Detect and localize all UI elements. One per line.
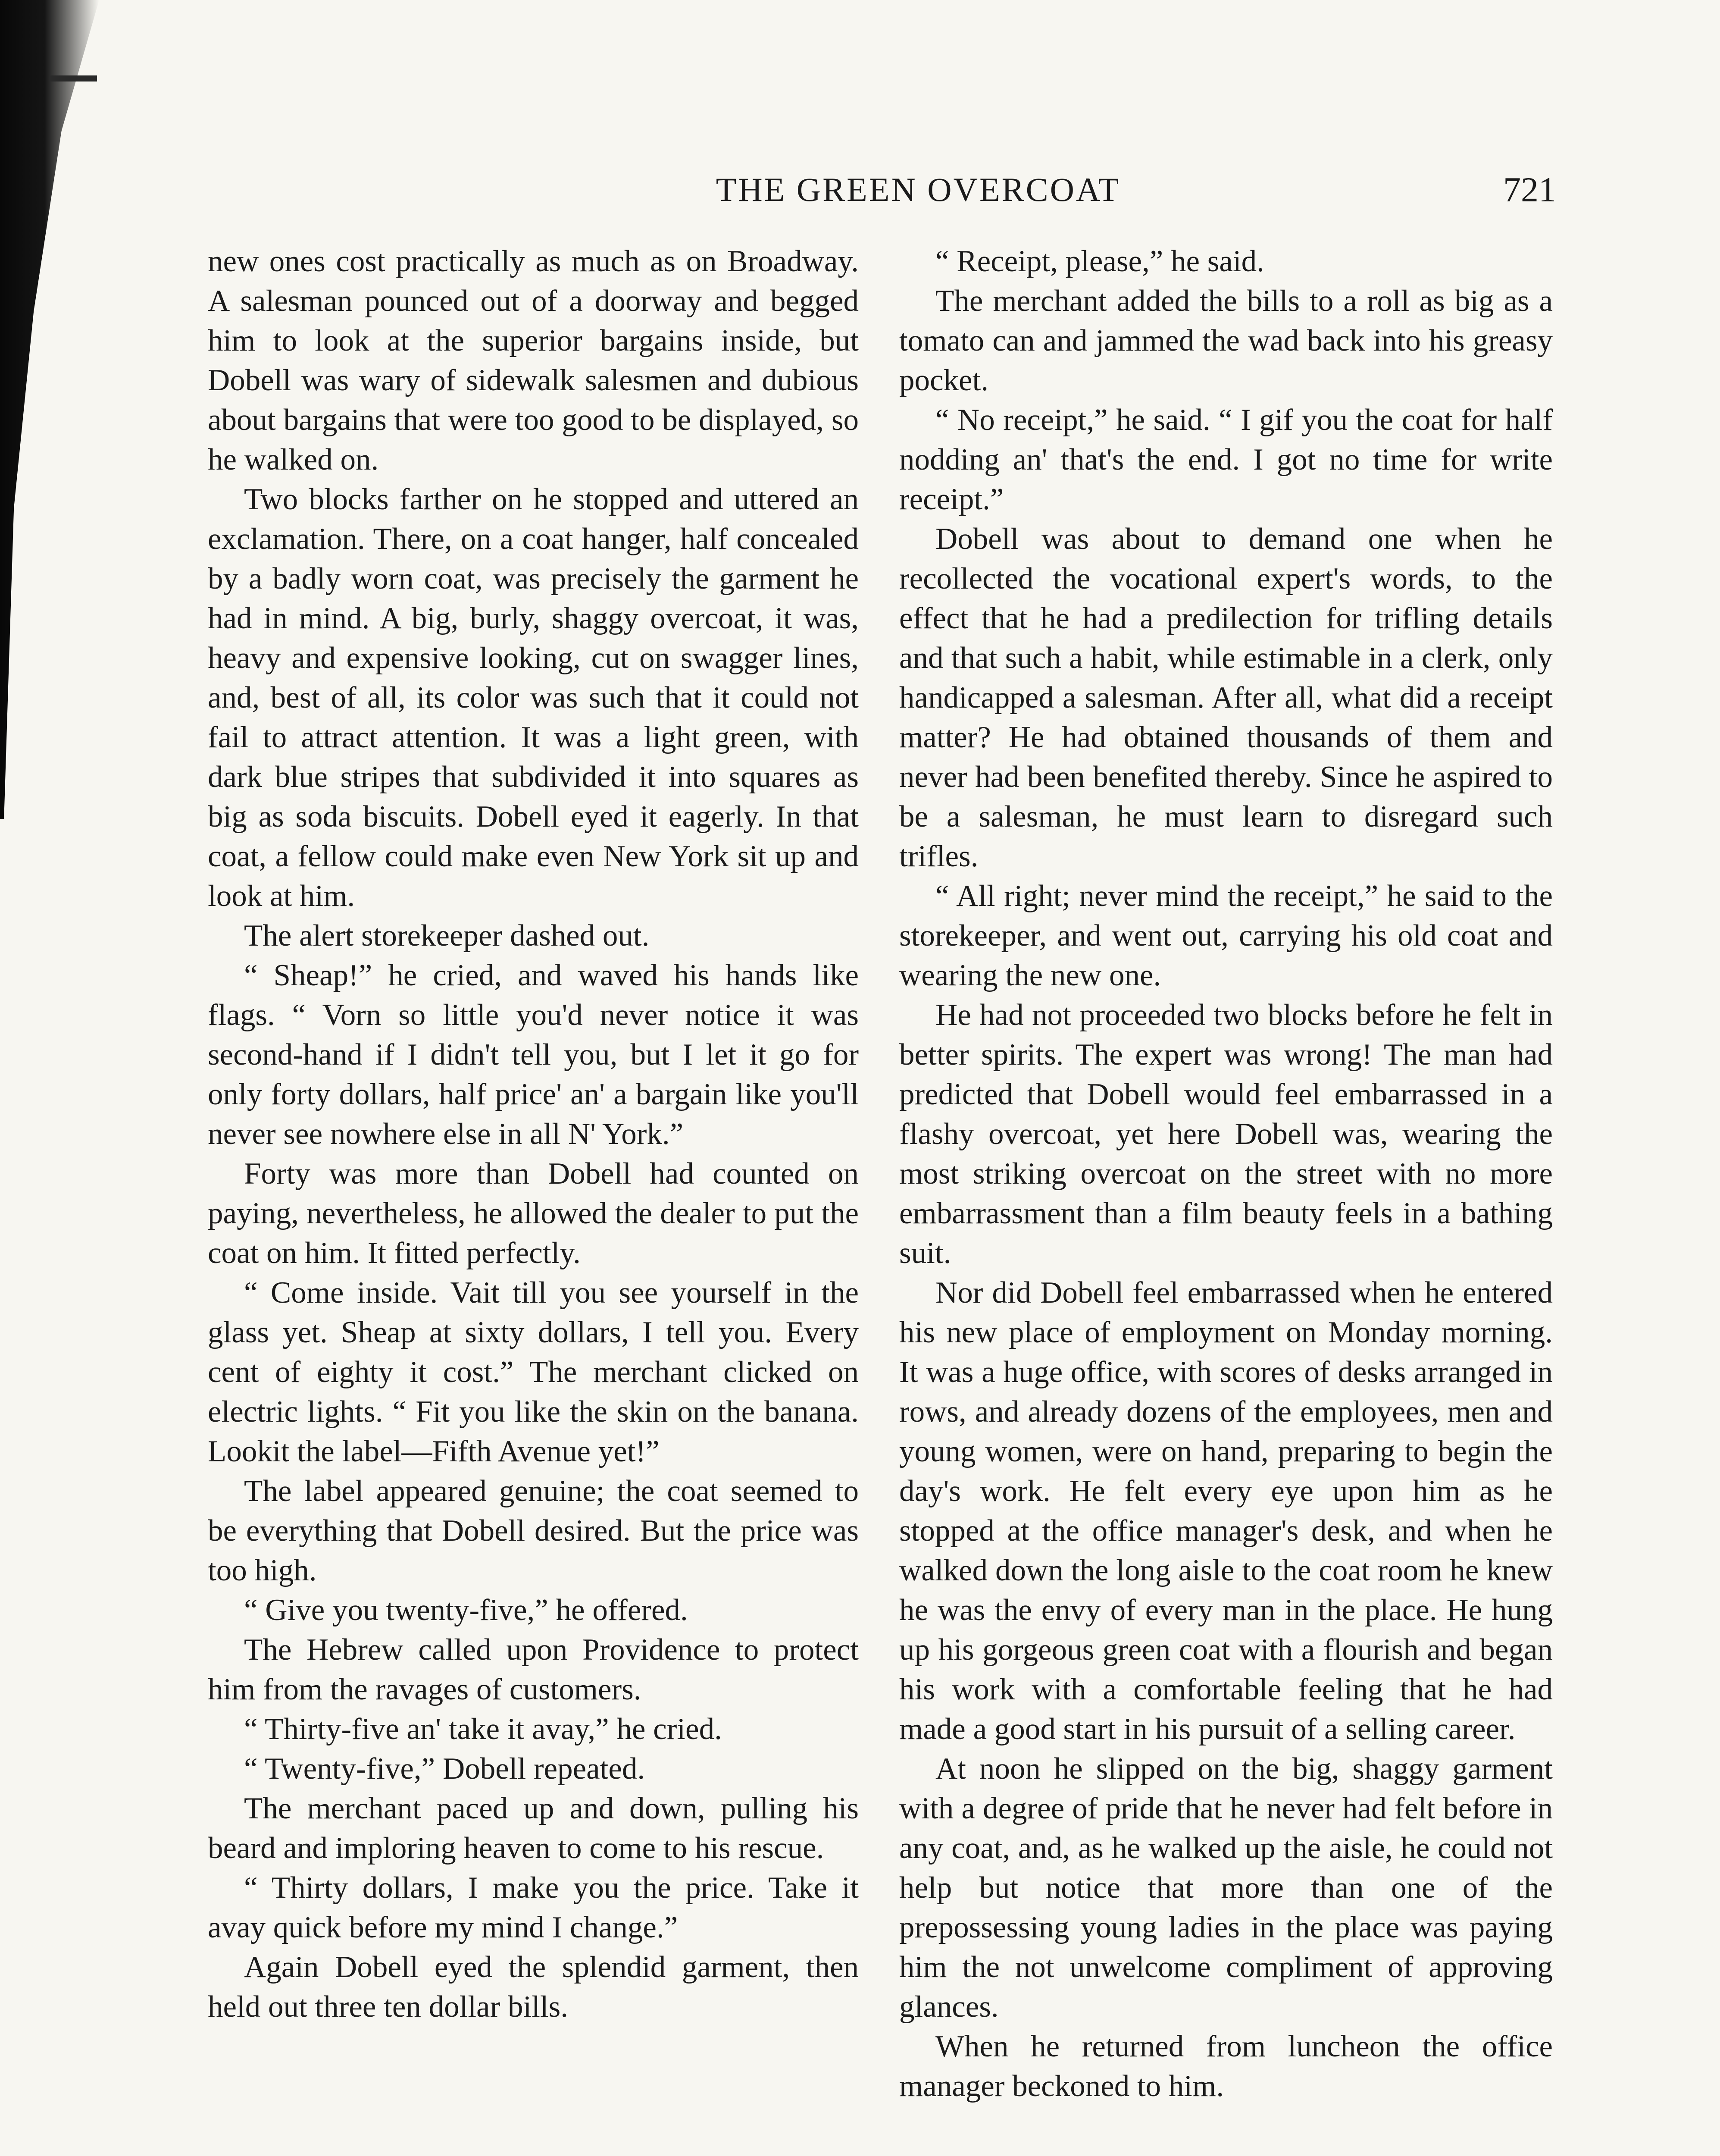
- paragraph: “ Thirty-five an' take it avay,” he cried.: [244, 1712, 722, 1746]
- paragraph: “ Give you twenty-five,” he offered.: [244, 1593, 688, 1627]
- paragraph: Again Dobell eyed the splendid garment, then held out three ten dollar bills.: [208, 1950, 859, 2024]
- paragraph: When he returned from luncheon the office manager beckoned to him.: [899, 2030, 1553, 2103]
- running-head: THE GREEN OVERCOAT: [716, 171, 1121, 208]
- page-number: 721: [1503, 170, 1556, 209]
- paragraph: The Hebrew called upon Providence to protect him from the ravages of customers.: [208, 1633, 859, 1706]
- paragraph: “ Come inside. Vait till you see yourself in the glass yet. Sheap at sixty dollars, I tell you. Every cent of eighty it cost.” The merchant clicked on electric lights. “ Fit you like the skin on the banana. Lookit the label—Fifth Avenue yet!”: [208, 1276, 859, 1468]
- paragraph: At noon he slipped on the big, shaggy garment with a degree of pride that he never had felt before in any coat, and, as he walked up the aisle, he could not help but notice that more than one of the prepossessing young ladies in the place was paying him the not unwelcome compliment of approving glances.: [899, 1752, 1553, 2024]
- paragraph: Two blocks farther on he stopped and uttered an exclamation. There, on a coat hanger, half concealed by a badly worn coat, was precisely the garment he had in mind. A big, burly, shaggy overcoat, it was, heavy and expensive looking, cut on swagger lines, and, best of all, its color was such that it could not fail to attract attention. It was a light green, with dark blue stripes that subdivided it into squares as big as soda biscuits. Dobell eyed it eagerly. In that coat, a fellow could make even New York sit up and look at him.: [208, 483, 859, 913]
- paragraph: “ Thirty dollars, I make you the price. Take it avay quick before my mind I change.”: [208, 1871, 859, 1944]
- left-column: [208, 241, 859, 2027]
- paragraph: “ No receipt,” he said. “ I gif you the coat for half nodding an' that's the end. I got no time for write receipt.”: [899, 403, 1553, 516]
- paragraph: The alert storekeeper dashed out.: [244, 919, 650, 953]
- paragraph: Nor did Dobell feel embarrassed when he entered his new place of employment on Monday morning. It was a huge office, with scores of desks arranged in rows, and already dozens of the employees, men and young women, were on hand, preparing to begin the day's work. He felt every eye upon him as he stopped at the office manager's desk, and when he walked down the long aisle to the coat room he knew he was the envy of every man in the place. He hung up his gorgeous green coat with a flourish and began his work with a comfortable feeling that he had made a good start in his pursuit of a selling career.: [899, 1276, 1553, 1746]
- right-column: [899, 241, 1553, 2106]
- paragraph: “ Twenty-five,” Dobell repeated.: [244, 1752, 645, 1786]
- paragraph: The label appeared genuine; the coat seemed to be everything that Dobell desired. But the price was too high.: [208, 1474, 859, 1587]
- paragraph: He had not proceeded two blocks before he felt in better spirits. The expert was wrong! The man had predicted that Dobell would feel embarrassed in a flashy overcoat, yet here Dobell was, wearing the most striking overcoat on the street with no more embarrassment than a film beauty feels in a bathing suit.: [899, 998, 1553, 1270]
- paragraph: new ones cost practically as much as on Broadway. A salesman pounced out of a doorway and begged him to look at the superior bargains inside, but Dobell was wary of sidewalk salesmen and dubious about bargains that were too good to be displayed, so he walked on.: [208, 244, 859, 476]
- binding-mark: [50, 75, 97, 81]
- paragraph: The merchant added the bills to a roll as big as a tomato can and jammed the wad back into his greasy pocket.: [899, 284, 1553, 397]
- paragraph: The merchant paced up and down, pulling his beard and imploring heaven to come to his rescue.: [208, 1792, 859, 1865]
- paragraph: “ All right; never mind the receipt,” he said to the storekeeper, and went out, carrying his old coat and wearing the new one.: [899, 879, 1553, 992]
- binding-shadow: [0, 0, 99, 819]
- paragraph: Forty was more than Dobell had counted on paying, nevertheless, he allowed the dealer to put the coat on him. It fitted perfectly.: [208, 1157, 859, 1270]
- paragraph: “ Sheap!” he cried, and waved his hands like flags. “ Vorn so little you'd never notice it was second-hand if I didn't tell you, but I let it go for only forty dollars, half price' an' a bargain like you'll never see nowhere else in all N' York.”: [208, 959, 859, 1151]
- paragraph: “ Receipt, please,” he said.: [935, 244, 1264, 278]
- paragraph: Dobell was about to demand one when he recollected the vocational expert's words, to the effect that he had a predilection for trifling details and that such a habit, while estimable in a clerk, only handicapped a salesman. After all, what did a receipt matter? He had obtained thousands of them and never had been benefited thereby. Since he aspired to be a salesman, he must learn to disregard such trifles.: [899, 522, 1553, 873]
- page-header: [207, 164, 1556, 220]
